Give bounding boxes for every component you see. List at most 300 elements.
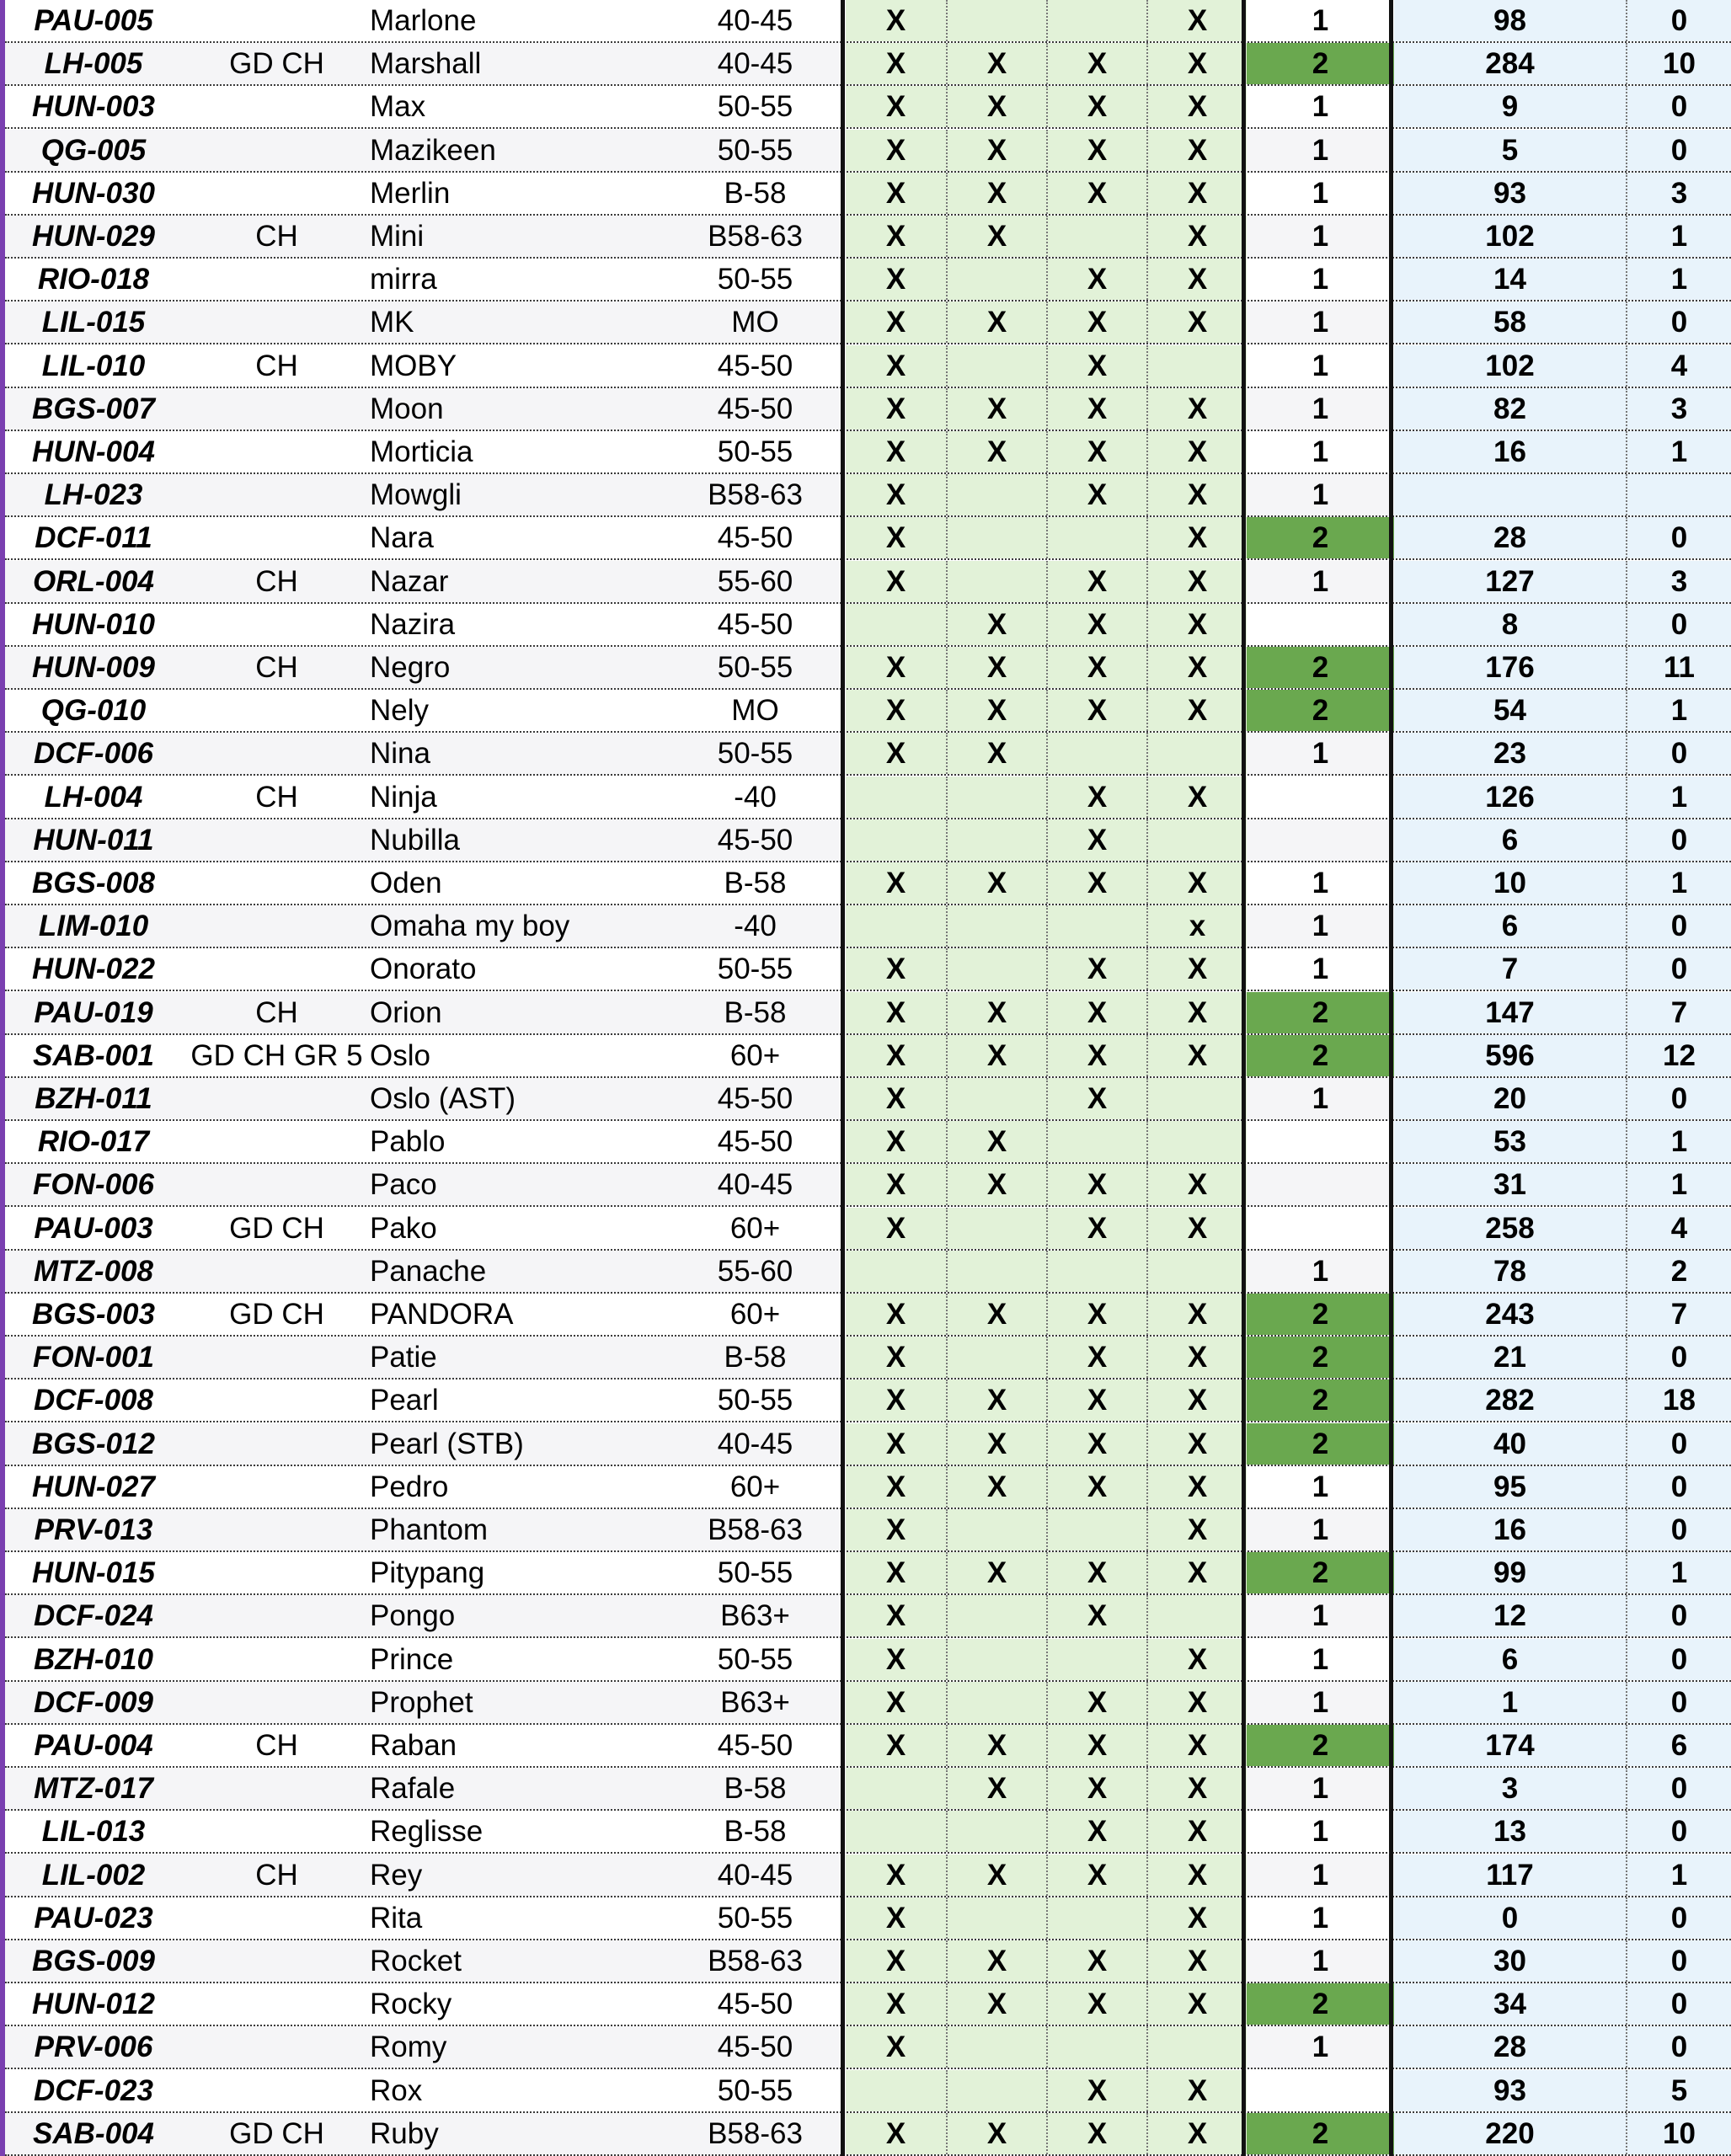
cell-wins[interactable]: 10 [1626,43,1731,84]
cell-mark-3[interactable] [1046,1251,1146,1292]
cell-count[interactable]: 1 [1312,349,1329,382]
cell-name[interactable]: Mini [370,220,425,253]
table-row[interactable] [5,1164,1731,1207]
cell-name[interactable]: Nara [370,521,434,555]
cell-class[interactable]: 45-50 [717,349,793,382]
table-row[interactable] [5,1940,1731,1983]
cell-points[interactable]: 30 [1394,1940,1626,1982]
cell-title[interactable]: CH [255,349,298,382]
table-row[interactable] [5,130,1731,173]
cell-count[interactable] [1247,1121,1394,1162]
cell-points[interactable]: 10 [1394,862,1626,904]
cell-wins[interactable]: 0 [1626,905,1731,947]
cell-id[interactable]: FON-001 [33,1341,154,1374]
cell-wins[interactable]: 0 [1626,1509,1731,1550]
table-row[interactable] [5,604,1731,647]
cell-id[interactable]: BGS-008 [32,867,155,899]
cell-id[interactable]: SAB-001 [33,1038,154,1072]
cell-title[interactable] [182,1682,371,1723]
cell-class[interactable]: 50-55 [717,651,793,684]
cell-points[interactable]: 127 [1394,561,1626,602]
table-row[interactable] [5,474,1731,517]
cell-mark-4[interactable]: X [1146,130,1247,171]
cell-points[interactable] [1394,474,1626,515]
cell-mark-3[interactable]: X [1046,1768,1146,1809]
cell-title[interactable] [182,1940,371,1982]
cell-points[interactable]: 28 [1394,517,1626,558]
cell-points[interactable]: 7 [1394,948,1626,990]
cell-id[interactable]: PAU-003 [34,1211,153,1245]
cell-mark-2[interactable] [946,1682,1046,1723]
cell-mark-4[interactable]: X [1146,992,1247,1033]
cell-count[interactable]: 2 [1247,1035,1394,1076]
cell-mark-2[interactable] [946,948,1046,990]
table-row[interactable] [5,43,1731,86]
cell-mark-3[interactable]: X [1046,1294,1146,1335]
cell-class[interactable]: B58-63 [708,1513,803,1546]
table-row[interactable] [5,1380,1731,1422]
cell-mark-1[interactable]: X [846,431,946,472]
cell-mark-2[interactable] [946,1595,1046,1636]
cell-title[interactable]: GD CH [229,2116,324,2150]
cell-mark-2[interactable] [946,474,1046,515]
cell-name[interactable]: Orion [370,995,442,1029]
cell-name[interactable]: Nazar [370,564,449,598]
cell-name[interactable]: Reglisse [370,1815,484,1849]
cell-name[interactable]: Negro [370,651,451,684]
cell-mark-2[interactable]: X [946,173,1046,214]
cell-count[interactable]: 2 [1247,1380,1394,1421]
cell-points[interactable]: 98 [1394,0,1626,41]
table-row[interactable] [5,1509,1731,1552]
cell-title[interactable] [182,259,371,300]
cell-id[interactable]: HUN-004 [32,435,155,468]
table-row[interactable] [5,992,1731,1035]
cell-class[interactable]: 55-60 [717,564,793,598]
cell-id[interactable]: BZH-010 [34,1642,153,1676]
cell-wins[interactable]: 0 [1626,1811,1731,1852]
table-row[interactable] [5,862,1731,905]
cell-id[interactable]: HUN-027 [32,1470,155,1503]
cell-name[interactable]: Onorato [370,953,477,986]
cell-mark-1[interactable]: X [846,216,946,257]
cell-mark-2[interactable]: X [946,1725,1046,1766]
cell-mark-1[interactable]: X [846,259,946,300]
cell-mark-4[interactable]: X [1146,1983,1247,2025]
cell-wins[interactable]: 1 [1626,216,1731,257]
table-row[interactable] [5,819,1731,862]
cell-mark-1[interactable]: X [846,1552,946,1593]
cell-class[interactable]: B58-63 [708,2116,803,2150]
table-row[interactable] [5,259,1731,302]
cell-name[interactable]: Omaha my boy [370,910,570,943]
cell-count[interactable]: 1 [1312,478,1329,512]
cell-id[interactable]: HUN-022 [32,953,155,986]
cell-title[interactable] [182,1466,371,1508]
cell-wins[interactable]: 0 [1626,1682,1731,1723]
cell-points[interactable]: 9 [1394,86,1626,127]
cell-count[interactable]: 2 [1247,992,1394,1033]
cell-id[interactable]: BGS-012 [32,1427,155,1460]
cell-name[interactable]: Rey [370,1858,423,1892]
cell-name[interactable]: Rocky [370,1988,452,2021]
table-row[interactable] [5,1423,1731,1466]
cell-wins[interactable]: 0 [1626,302,1731,343]
cell-mark-1[interactable] [846,819,946,861]
cell-mark-1[interactable]: X [846,302,946,343]
cell-count[interactable]: 2 [1247,517,1394,558]
cell-title[interactable] [182,733,371,774]
cell-count[interactable] [1247,776,1394,818]
cell-mark-2[interactable]: X [946,216,1046,257]
cell-points[interactable]: 28 [1394,2026,1626,2068]
cell-mark-2[interactable]: X [946,431,1046,472]
cell-id[interactable]: LIL-013 [41,1815,146,1849]
cell-wins[interactable]: 0 [1626,0,1731,41]
cell-mark-4[interactable]: X [1146,1768,1247,1809]
cell-wins[interactable]: 3 [1626,561,1731,602]
cell-id[interactable]: HUN-010 [32,607,155,641]
cell-count[interactable] [1247,1208,1394,1249]
cell-wins[interactable]: 0 [1626,1940,1731,1982]
cell-count[interactable]: 1 [1312,263,1329,296]
cell-name[interactable]: Pearl [370,1384,439,1417]
cell-title[interactable] [182,1768,371,1809]
cell-mark-3[interactable]: X [1046,1595,1146,1636]
cell-wins[interactable]: 3 [1626,388,1731,430]
cell-mark-3[interactable]: X [1046,1552,1146,1593]
cell-points[interactable]: 78 [1394,1251,1626,1292]
cell-points[interactable]: 95 [1394,1466,1626,1508]
cell-id[interactable]: DCF-009 [34,1685,153,1719]
cell-mark-4[interactable] [1146,1595,1247,1636]
cell-id[interactable]: HUN-012 [32,1988,155,2021]
cell-wins[interactable]: 1 [1626,1854,1731,1896]
cell-count[interactable]: 1 [1312,133,1329,167]
cell-points[interactable]: 20 [1394,1078,1626,1119]
cell-class[interactable]: 50-55 [717,953,793,986]
cell-mark-1[interactable]: X [846,561,946,602]
cell-name[interactable]: MOBY [370,349,457,382]
cell-wins[interactable]: 0 [1626,1078,1731,1119]
cell-mark-2[interactable]: X [946,1940,1046,1982]
cell-points[interactable]: 5 [1394,130,1626,171]
cell-mark-1[interactable]: X [846,1897,946,1939]
cell-points[interactable]: 58 [1394,302,1626,343]
cell-points[interactable]: 12 [1394,1595,1626,1636]
cell-wins[interactable]: 0 [1626,130,1731,171]
cell-mark-4[interactable]: X [1146,1682,1247,1723]
cell-wins[interactable]: 1 [1626,1552,1731,1593]
cell-title[interactable]: GD CH GR 5 [190,1038,363,1072]
cell-wins[interactable]: 1 [1626,690,1731,731]
cell-class[interactable]: B-58 [724,1341,787,1374]
cell-id[interactable]: HUN-015 [32,1556,155,1590]
table-row[interactable] [5,561,1731,604]
cell-count[interactable]: 1 [1312,435,1329,468]
cell-count[interactable]: 1 [1312,1642,1329,1676]
cell-count[interactable]: 1 [1312,910,1329,943]
cell-mark-2[interactable]: X [946,604,1046,645]
table-row[interactable] [5,2070,1731,2113]
cell-mark-4[interactable]: X [1146,173,1247,214]
cell-count[interactable]: 1 [1312,1815,1329,1849]
cell-mark-3[interactable]: X [1046,1682,1146,1723]
cell-mark-2[interactable]: X [946,1768,1046,1809]
cell-name[interactable]: Marlone [370,4,477,37]
cell-wins[interactable]: 1 [1626,431,1731,472]
cell-class[interactable]: 45-50 [717,1125,793,1159]
cell-id[interactable]: RIO-018 [37,263,150,296]
table-row[interactable] [5,1035,1731,1078]
cell-mark-3[interactable] [1046,733,1146,774]
cell-mark-4[interactable]: X [1146,1294,1247,1335]
cell-class[interactable]: B63+ [720,1599,790,1633]
cell-mark-2[interactable] [946,1639,1046,1680]
cell-id[interactable]: MTZ-008 [34,1254,153,1288]
cell-name[interactable]: PANDORA [370,1298,514,1331]
cell-mark-3[interactable]: X [1046,1380,1146,1421]
cell-points[interactable]: 102 [1394,216,1626,257]
cell-mark-4[interactable]: X [1146,1466,1247,1508]
cell-wins[interactable]: 0 [1626,1337,1731,1378]
cell-count[interactable] [1247,604,1394,645]
cell-mark-4[interactable]: x [1146,905,1247,947]
cell-mark-2[interactable]: X [946,130,1046,171]
cell-wins[interactable]: 5 [1626,2070,1731,2111]
cell-name[interactable]: Panache [370,1254,487,1288]
cell-id[interactable]: QG-005 [40,133,147,167]
cell-mark-3[interactable]: X [1046,388,1146,430]
cell-mark-2[interactable] [946,2026,1046,2068]
cell-mark-3[interactable]: X [1046,2113,1146,2154]
cell-points[interactable]: 16 [1394,431,1626,472]
cell-title[interactable] [182,1380,371,1421]
cell-points[interactable]: 8 [1394,604,1626,645]
cell-count[interactable]: 1 [1312,1082,1329,1115]
table-row[interactable] [5,1078,1731,1121]
cell-title[interactable]: GD CH [229,1211,324,1245]
cell-class[interactable]: 55-60 [717,1254,793,1288]
cell-wins[interactable]: 0 [1626,948,1731,990]
cell-mark-4[interactable]: X [1146,1811,1247,1852]
cell-points[interactable]: 3 [1394,1768,1626,1809]
cell-mark-3[interactable]: X [1046,690,1146,731]
cell-class[interactable]: 45-50 [717,1988,793,2021]
cell-mark-1[interactable] [846,905,946,947]
cell-mark-2[interactable]: X [946,1552,1046,1593]
cell-mark-2[interactable]: X [946,1035,1046,1076]
cell-id[interactable]: LH-005 [44,47,143,81]
cell-title[interactable] [182,0,371,41]
cell-wins[interactable]: 0 [1626,819,1731,861]
cell-mark-3[interactable] [1046,2026,1146,2068]
cell-id[interactable]: PRV-013 [34,1513,153,1546]
cell-mark-2[interactable]: X [946,1380,1046,1421]
cell-mark-3[interactable]: X [1046,86,1146,127]
cell-mark-2[interactable] [946,1337,1046,1378]
table-row[interactable] [5,948,1731,991]
cell-mark-3[interactable]: X [1046,431,1146,472]
cell-name[interactable]: Pearl (STB) [370,1427,524,1460]
cell-class[interactable]: 50-55 [717,1642,793,1676]
cell-points[interactable]: 53 [1394,1121,1626,1162]
cell-title[interactable] [182,905,371,947]
cell-points[interactable]: 147 [1394,992,1626,1033]
cell-mark-4[interactable]: X [1146,776,1247,818]
cell-mark-4[interactable] [1146,2026,1247,2068]
cell-mark-4[interactable]: X [1146,1035,1247,1076]
cell-name[interactable]: Phantom [370,1513,489,1546]
cell-count[interactable]: 1 [1312,953,1329,986]
cell-name[interactable]: Pitypang [370,1556,485,1590]
cell-mark-2[interactable]: X [946,1164,1046,1205]
cell-mark-1[interactable] [846,1251,946,1292]
table-row[interactable] [5,1121,1731,1164]
cell-mark-4[interactable]: X [1146,302,1247,343]
cell-wins[interactable]: 4 [1626,345,1731,387]
table-row[interactable] [5,1725,1731,1768]
cell-mark-1[interactable]: X [846,2026,946,2068]
cell-class[interactable]: 45-50 [717,2031,793,2064]
cell-mark-3[interactable]: X [1046,1940,1146,1982]
cell-mark-4[interactable]: X [1146,1380,1247,1421]
cell-class[interactable]: B58-63 [708,220,803,253]
table-row[interactable] [5,1294,1731,1337]
cell-class[interactable]: 50-55 [717,90,793,124]
cell-class[interactable]: B-58 [724,176,787,210]
cell-wins[interactable]: 0 [1626,1595,1731,1636]
cell-title[interactable] [182,1983,371,2025]
cell-mark-1[interactable]: X [846,1595,946,1636]
cell-mark-3[interactable]: X [1046,1725,1146,1766]
cell-title[interactable] [182,1509,371,1550]
cell-wins[interactable]: 1 [1626,862,1731,904]
cell-class[interactable]: 60+ [729,1298,781,1331]
cell-mark-1[interactable]: X [846,173,946,214]
cell-mark-2[interactable] [946,819,1046,861]
cell-name[interactable]: Merlin [370,176,451,210]
cell-points[interactable]: 117 [1394,1854,1626,1896]
cell-title[interactable]: CH [255,651,298,684]
cell-wins[interactable]: 10 [1626,2113,1731,2154]
cell-count[interactable]: 2 [1247,1294,1394,1335]
cell-mark-1[interactable]: X [846,1466,946,1508]
cell-mark-3[interactable] [1046,0,1146,41]
cell-name[interactable]: Rocket [370,1945,462,1977]
cell-id[interactable]: BZH-011 [35,1082,152,1115]
cell-mark-2[interactable]: X [946,1423,1046,1465]
table-row[interactable] [5,1337,1731,1380]
cell-id[interactable]: MTZ-017 [34,1772,153,1806]
cell-mark-1[interactable]: X [846,474,946,515]
table-row[interactable] [5,517,1731,560]
cell-name[interactable]: Rox [370,2073,423,2107]
cell-wins[interactable]: 1 [1626,776,1731,818]
cell-mark-4[interactable]: X [1146,948,1247,990]
cell-mark-1[interactable]: X [846,690,946,731]
cell-points[interactable]: 40 [1394,1423,1626,1465]
cell-class[interactable]: 50-55 [717,1901,793,1935]
cell-mark-2[interactable]: X [946,302,1046,343]
cell-title[interactable] [182,1121,371,1162]
cell-title[interactable] [182,1337,371,1378]
cell-mark-4[interactable]: X [1146,517,1247,558]
cell-class[interactable]: 50-55 [717,1384,793,1417]
cell-name[interactable]: Prophet [370,1685,473,1719]
cell-mark-3[interactable]: X [1046,948,1146,990]
cell-class[interactable]: 50-55 [717,435,793,468]
cell-class[interactable]: MO [731,694,779,728]
cell-count[interactable]: 2 [1247,43,1394,84]
cell-class[interactable]: 45-50 [717,1082,793,1115]
cell-points[interactable]: 596 [1394,1035,1626,1076]
cell-mark-2[interactable]: X [946,862,1046,904]
cell-class[interactable]: 45-50 [717,392,793,425]
cell-points[interactable]: 21 [1394,1337,1626,1378]
cell-mark-1[interactable]: X [846,1725,946,1766]
cell-mark-3[interactable]: X [1046,173,1146,214]
cell-mark-4[interactable]: X [1146,474,1247,515]
cell-mark-3[interactable]: X [1046,819,1146,861]
cell-title[interactable] [182,173,371,214]
cell-class[interactable]: 40-45 [717,1168,793,1202]
cell-count[interactable]: 1 [1312,1254,1329,1288]
cell-mark-1[interactable]: X [846,1983,946,2025]
cell-name[interactable]: MK [370,306,414,339]
cell-mark-4[interactable]: X [1146,0,1247,41]
cell-count[interactable]: 1 [1312,1599,1329,1633]
cell-mark-1[interactable] [846,604,946,645]
cell-count[interactable]: 1 [1312,90,1329,124]
cell-mark-3[interactable] [1046,517,1146,558]
cell-mark-2[interactable]: X [946,1983,1046,2025]
cell-class[interactable]: 40-45 [717,1858,793,1892]
cell-points[interactable]: 54 [1394,690,1626,731]
cell-class[interactable]: 50-55 [717,263,793,296]
cell-name[interactable]: Oslo (AST) [370,1082,516,1115]
cell-title[interactable] [182,1897,371,1939]
cell-mark-3[interactable]: X [1046,1078,1146,1119]
cell-count[interactable]: 1 [1312,176,1329,210]
cell-count[interactable]: 1 [1312,564,1329,598]
cell-mark-4[interactable]: X [1146,690,1247,731]
cell-title[interactable]: CH [255,995,298,1029]
cell-count[interactable]: 1 [1312,1470,1329,1503]
cell-title[interactable] [182,1251,371,1292]
cell-class[interactable]: B58-63 [708,1945,803,1977]
cell-mark-2[interactable]: X [946,2113,1046,2154]
cell-points[interactable]: 23 [1394,733,1626,774]
cell-mark-3[interactable]: X [1046,259,1146,300]
cell-mark-1[interactable]: X [846,1509,946,1550]
cell-mark-4[interactable]: X [1146,388,1247,430]
cell-points[interactable]: 6 [1394,905,1626,947]
table-row[interactable] [5,173,1731,216]
cell-title[interactable] [182,1164,371,1205]
cell-id[interactable]: LIL-010 [41,349,146,382]
cell-mark-2[interactable] [946,1897,1046,1939]
cell-mark-2[interactable] [946,259,1046,300]
cell-mark-1[interactable] [846,1768,946,1809]
cell-id[interactable]: LIM-010 [38,910,149,943]
table-row[interactable] [5,647,1731,690]
cell-name[interactable]: Marshall [370,47,482,81]
cell-id[interactable]: SAB-004 [33,2116,154,2150]
cell-count[interactable]: 1 [1312,392,1329,425]
cell-mark-4[interactable] [1146,1078,1247,1119]
cell-mark-2[interactable] [946,0,1046,41]
